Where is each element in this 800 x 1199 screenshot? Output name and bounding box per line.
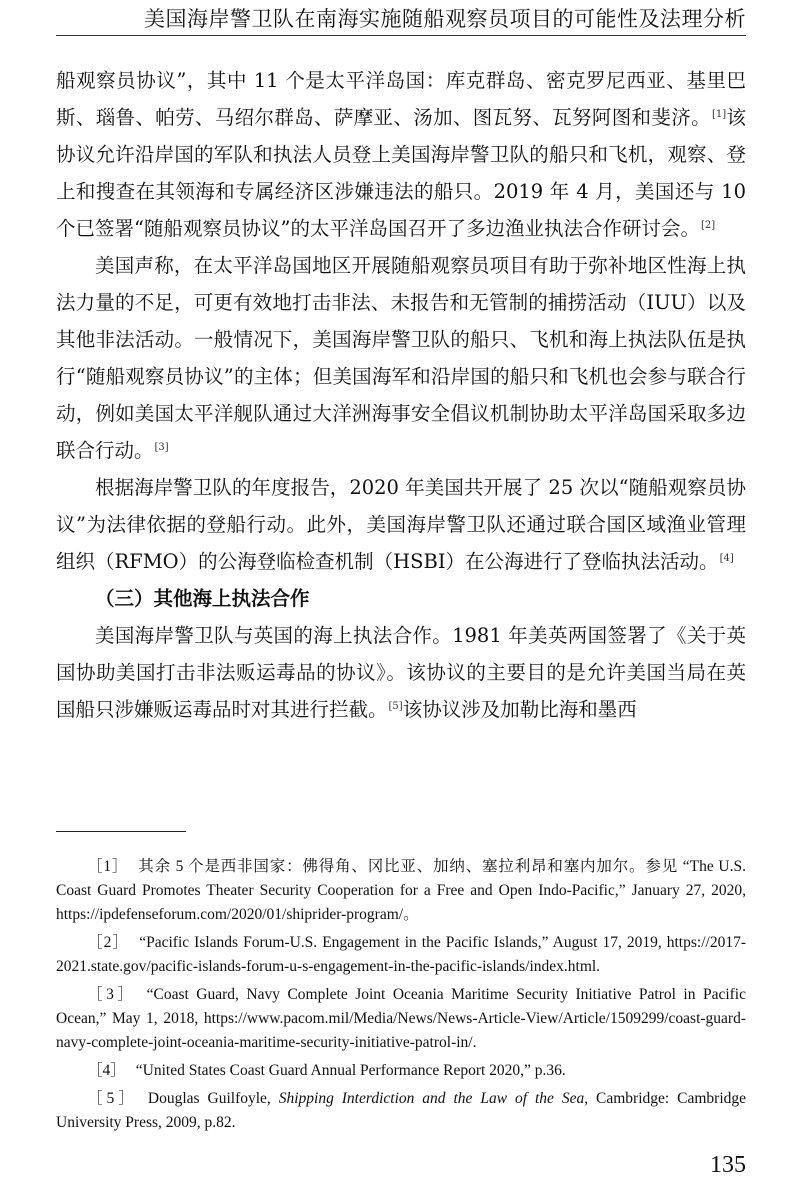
running-title: 美国海岸警卫队在南海实施随船观察员项目的可能性及法理分析 <box>144 7 746 31</box>
footnote-ref-2[interactable]: [2] <box>700 219 716 231</box>
footnote-5 <box>56 1087 746 1135</box>
footnote-ref-4[interactable]: [4] <box>719 552 734 564</box>
section-heading: （三）其他海上执法合作 <box>95 587 310 610</box>
footnote-mark: ［3］ <box>87 986 137 1003</box>
footnote-author: Douglas Guilfoyle, <box>147 1090 271 1107</box>
footnote-text: , Cambridge: Cambridge University Press, 2009, p.82. <box>56 1090 746 1131</box>
footnote-3 <box>56 983 746 1055</box>
paragraph-3 <box>56 469 746 580</box>
paragraph-1-text-b: 该协议允许沿岸国的军队和执法人员登上美国海岸警卫队的船只和飞机，观察、登上和搜查在其领海和专属经济区涉嫌违法的船只。2019 年 4 月，美国还与 10 个已签署“随船观察员协议”的太平洋岛国召开了多边渔业执法合作研讨会。 <box>56 106 746 240</box>
footnote-mark: ［4］ <box>87 1062 126 1079</box>
footnote-separator <box>56 831 186 832</box>
paragraph-2-text: 美国声称，在太平洋岛国地区开展随船观察员项目有助于弥补地区性海上执法力量的不足，可更有效地打击非法、未报告和无管制的捕捞活动（IUU）以及其他非法活动。一般情况下，美国海岸警卫队的船只、飞机和海上执法队伍是执行“随船观察员协议”的主体；但美国海军和沿岸国的船只和飞机也会参与联合行动，例如美国太平洋舰队通过大洋洲海事安全倡议机制协助太平洋岛国采取多边联合行动。 <box>56 254 746 462</box>
footnote-ref-5[interactable]: [5] <box>388 700 403 712</box>
page-number: 135 <box>710 1152 746 1178</box>
footnote-mark: ［2］ <box>87 934 130 951</box>
footnote-text: “United States Coast Guard Annual Performance Report 2020,” p.36. <box>135 1062 566 1079</box>
running-header <box>56 4 746 36</box>
paragraph-2 <box>56 247 746 469</box>
main-text <box>56 62 746 728</box>
footnote-text: “Pacific Islands Forum-U.S. Engagement in the Pacific Islands,” August 17, 2019, https://2017-2021.state.gov/pacific-islands-forum-u-s-engagement-in-the-pacific-islands/index.html. <box>56 934 746 975</box>
footnote-ref-3[interactable]: [3] <box>154 441 169 453</box>
footnotes <box>56 855 746 1139</box>
footnote-2 <box>56 931 746 979</box>
footnote-text: 其余 5 个是西非国家：佛得角、冈比亚、加纳、塞拉利昂和塞内加尔。参见 “The U.S. Coast Guard Promotes Theater Security Cooperation for a Free and Open Indo-Pacific,” January 27, 2020, https://ipdefenseforum.com/2020/01/shiprider-program/。 <box>56 858 746 923</box>
paragraph-1 <box>56 62 746 247</box>
footnote-mark: ［1］ <box>87 858 129 875</box>
footnote-text: “Coast Guard, Navy Complete Joint Oceania Maritime Security Initiative Patrol in Pacific Ocean,” May 1, 2018, https://www.pacom.mil/Media/News/News-Article-View/Article/1509299/coast-guard-navy-complete-joint-oceania-maritime-security-initiative-patrol-in/. <box>56 986 746 1051</box>
paragraph-3-text: 根据海岸警卫队的年度报告，2020 年美国共开展了 25 次以“随船观察员协议”为法律依据的登船行动。此外，美国海岸警卫队还通过联合国区域渔业管理组织（RFMO）的公海登临检查机制（HSBI）在公海进行了登临执法活动。 <box>56 476 746 573</box>
paragraph-1-text-a: 船观察员协议”，其中 11 个是太平洋岛国：库克群岛、密克罗尼西亚、基里巴斯、瑙鲁、帕劳、马绍尔群岛、萨摩亚、汤加、图瓦努、瓦努阿图和斐济。 <box>56 69 746 129</box>
footnote-book-title: Shipping Interdiction and the Law of the Sea <box>278 1090 585 1107</box>
footnote-1 <box>56 855 746 927</box>
footnote-4 <box>56 1059 746 1083</box>
paragraph-4-text-b: 该协议涉及加勒比海和墨西 <box>402 698 637 721</box>
footnote-ref-1[interactable]: [1] <box>711 108 727 120</box>
paragraph-4-text-a: 美国海岸警卫队与英国的海上执法合作。1981 年美英两国签署了《关于英国协助美国打击非法贩运毒品的协议》。该协议的主要目的是允许美国当局在英国船只涉嫌贩运毒品时对其进行拦截。 <box>56 624 746 721</box>
paragraph-4 <box>56 617 746 728</box>
footnote-mark: ［5］ <box>87 1090 138 1107</box>
